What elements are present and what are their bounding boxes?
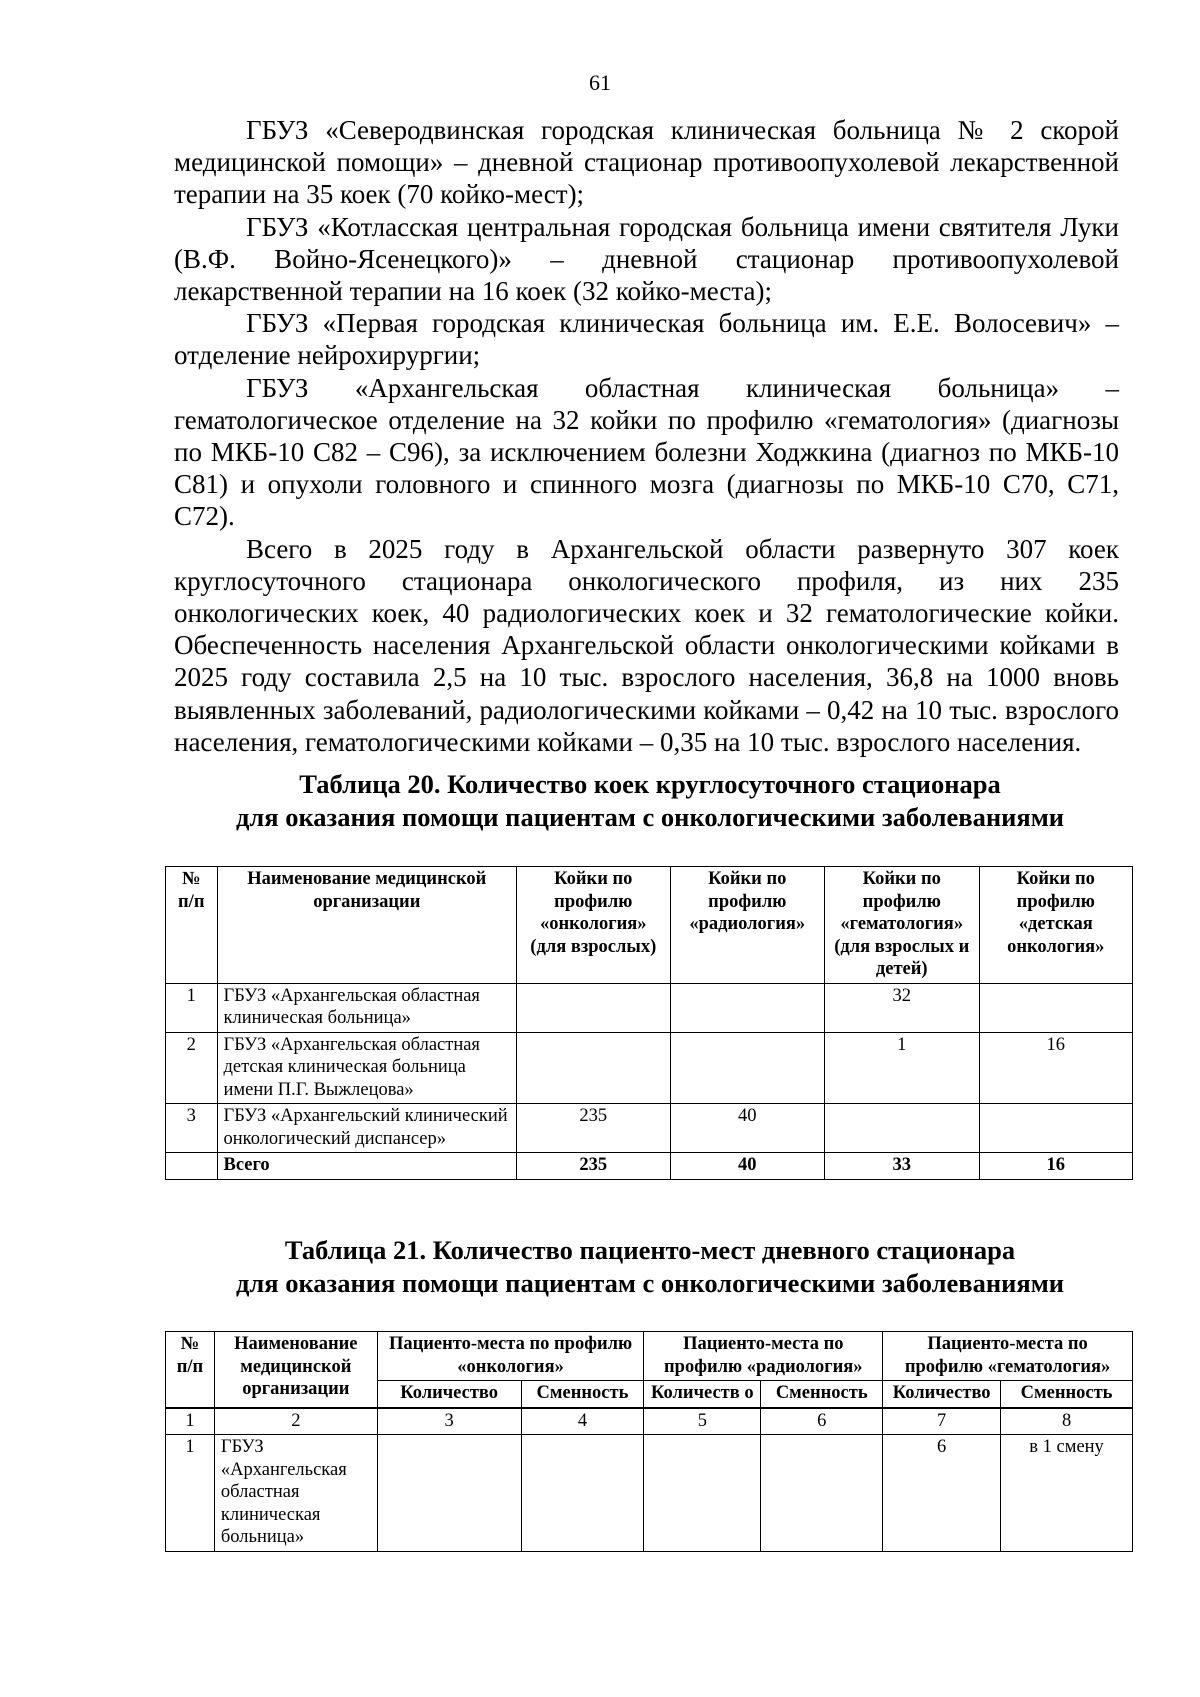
header-cell: Койки по профилю «гематология» (для взрослых и детей) bbox=[825, 867, 980, 984]
table-total-row bbox=[166, 1153, 1133, 1180]
column-number: 1 bbox=[166, 1408, 215, 1435]
organization-name: ГБУЗ «Архангельская областная клиническая больница» bbox=[214, 1435, 377, 1552]
total-pediatric-oncology: 16 bbox=[979, 1153, 1133, 1180]
header-cell: Койки по профилю «онкология» (для взрослых) bbox=[517, 867, 670, 984]
cell-pediatric-oncology bbox=[979, 1104, 1133, 1153]
row-number: 3 bbox=[166, 1104, 218, 1153]
column-number: 5 bbox=[644, 1408, 761, 1435]
subheader-cell: Сменность bbox=[761, 1381, 883, 1408]
cell-hematology-shift: в 1 смену bbox=[1001, 1435, 1133, 1552]
paragraph: ГБУЗ «Котласская центральная городская больница имени святителя Луки (В.Ф. Войно-Ясенецкого)» – дневной стационар противоопухолевой лекарственной терапии на 16 коек (32 койко-места); bbox=[174, 211, 1119, 307]
cell-radiology-count bbox=[644, 1435, 761, 1552]
paragraph: ГБУЗ «Первая городская клиническая больница им. Е.Е. Волосевич» – отделение нейрохирургии; bbox=[174, 308, 1119, 371]
cell-hematology: 32 bbox=[825, 983, 980, 1032]
row-number: 1 bbox=[166, 1435, 215, 1552]
cell-hematology bbox=[825, 1104, 980, 1153]
header-cell: Наименование медицинской организации bbox=[217, 867, 517, 984]
subheader-cell: Количеств о bbox=[644, 1381, 761, 1408]
table-20 bbox=[165, 866, 1133, 1180]
header-group-oncology: Пациенто-места по профилю «онкология» bbox=[377, 1332, 644, 1381]
table-row bbox=[166, 1032, 1133, 1104]
total-hematology: 33 bbox=[825, 1153, 980, 1180]
cell-oncology-count bbox=[377, 1435, 521, 1552]
total-radiology: 40 bbox=[670, 1153, 825, 1180]
cell-pediatric-oncology bbox=[979, 983, 1133, 1032]
cell-oncology bbox=[517, 983, 670, 1032]
header-cell: № п/п bbox=[166, 867, 218, 984]
column-number: 7 bbox=[883, 1408, 1001, 1435]
header-cell: Койки по профилю «детская онкология» bbox=[979, 867, 1133, 984]
cell-oncology bbox=[517, 1032, 670, 1104]
empty-cell bbox=[166, 1153, 218, 1180]
column-number: 2 bbox=[214, 1408, 377, 1435]
header-cell: № п/п bbox=[166, 1332, 215, 1408]
column-number: 4 bbox=[521, 1408, 644, 1435]
table-20-title-line: Таблица 20. Количество коек круглосуточного стационара bbox=[299, 769, 1001, 799]
table-20-title bbox=[150, 768, 1150, 834]
table-row bbox=[166, 983, 1133, 1032]
table-21-title-line: Таблица 21. Количество пациенто-мест дневного стационара bbox=[284, 1235, 1016, 1265]
table-21-title-line: для оказания помощи пациентам с онкологическими заболеваниями bbox=[235, 1268, 1065, 1298]
cell-radiology: 40 bbox=[670, 1104, 825, 1153]
table-row bbox=[166, 1104, 1133, 1153]
cell-oncology-shift bbox=[521, 1435, 644, 1552]
column-number: 8 bbox=[1001, 1408, 1133, 1435]
header-group-radiology: Пациенто-места по профилю «радиология» bbox=[644, 1332, 883, 1381]
cell-radiology bbox=[670, 1032, 825, 1104]
table-21 bbox=[165, 1331, 1133, 1552]
total-oncology: 235 bbox=[517, 1153, 670, 1180]
paragraph: ГБУЗ «Северодвинская городская клиническая больница № 2 скорой медицинской помощи» – дневной стационар противоопухолевой лекарственной терапии на 35 коек (70 койко-мест); bbox=[174, 115, 1119, 210]
column-number-row bbox=[166, 1408, 1133, 1435]
paragraph: ГБУЗ «Архангельская областная клиническая больница» – гематологическое отделение на 32 койки по профилю «гематология» (диагнозы по МКБ-10 С82 – С96), за исключением болезни Ходжкина (диагноз по МКБ-10 С81) и опухоли головного и спинного мозга (диагнозы по МКБ-10 С70, С71, С72). bbox=[174, 372, 1119, 532]
subheader-cell: Количество bbox=[883, 1381, 1001, 1408]
subheader-cell: Сменность bbox=[1001, 1381, 1133, 1408]
row-number: 2 bbox=[166, 1032, 218, 1104]
table-20-title-line: для оказания помощи пациентам с онкологическими заболеваниями bbox=[235, 802, 1065, 832]
table-header-row bbox=[166, 867, 1133, 984]
organization-name: ГБУЗ «Архангельская областная клиническая больница» bbox=[217, 983, 517, 1032]
cell-radiology-shift bbox=[761, 1435, 883, 1552]
column-number: 3 bbox=[377, 1408, 521, 1435]
organization-name: ГБУЗ «Архангельский клинический онкологический диспансер» bbox=[217, 1104, 517, 1153]
table-row bbox=[166, 1435, 1133, 1552]
cell-oncology: 235 bbox=[517, 1104, 670, 1153]
paragraph: Всего в 2025 году в Архангельской области развернуто 307 коек круглосуточного стационара онкологического профиля, из них 235 онкологических коек, 40 радиологических коек и 32 гематологические койки. Обеспеченность населения Архангельской области онкологическими койками в 2025 году составила 2,5 на 10 тыс. взрослого населения, 36,8 на 1000 вновь выявленных заболеваний, радиологическими койками – 0,42 на 10 тыс. взрослого населения, гематологическими койками – 0,35 на 10 тыс. взрослого населения. bbox=[174, 533, 1119, 757]
subheader-cell: Количество bbox=[377, 1381, 521, 1408]
cell-pediatric-oncology: 16 bbox=[979, 1032, 1133, 1104]
column-number: 6 bbox=[761, 1408, 883, 1435]
organization-name: ГБУЗ «Архангельская областная детская клиническая больница имени П.Г. Выжлецова» bbox=[217, 1032, 517, 1104]
body-text bbox=[174, 114, 1119, 758]
cell-hematology: 1 bbox=[825, 1032, 980, 1104]
header-cell: Койки по профилю «радиология» bbox=[670, 867, 825, 984]
row-number: 1 bbox=[166, 983, 218, 1032]
cell-hematology-count: 6 bbox=[883, 1435, 1001, 1552]
subheader-cell: Сменность bbox=[521, 1381, 644, 1408]
table-21-title bbox=[150, 1234, 1150, 1300]
table-header-row bbox=[166, 1332, 1133, 1381]
cell-radiology bbox=[670, 983, 825, 1032]
header-group-hematology: Пациенто-места по профилю «гематология» bbox=[883, 1332, 1133, 1381]
page-number: 61 bbox=[589, 70, 611, 95]
total-label: Всего bbox=[217, 1153, 517, 1180]
header-cell: Наименование медицинской организации bbox=[214, 1332, 377, 1408]
